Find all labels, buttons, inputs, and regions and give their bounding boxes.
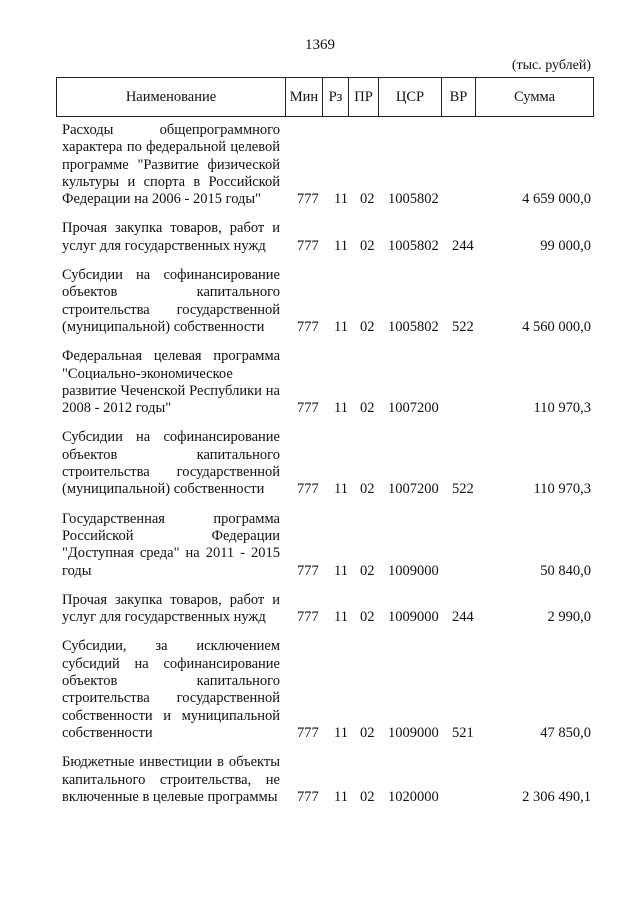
header-csr: ЦСР: [379, 78, 442, 117]
row-min: 777: [297, 318, 319, 335]
row-name: Субсидии на софинансирование объектов капитального строительства государственной (муниципальной) собственности: [62, 267, 280, 335]
table-row: [0, 638, 640, 742]
row-vr: 244: [452, 237, 474, 254]
row-name: Прочая закупка товаров, работ и услуг для государственных нужд: [62, 591, 280, 626]
row-pr: 02: [360, 788, 375, 805]
row-sum: 99 000,0: [540, 237, 591, 254]
header-vr: ВР: [442, 78, 476, 117]
row-vr: 522: [452, 318, 474, 335]
row-csr: 1009000: [388, 562, 439, 579]
row-pr: 02: [360, 318, 375, 335]
row-csr: 1007200: [388, 400, 439, 417]
row-rz: 11: [334, 724, 348, 741]
row-pr: 02: [360, 237, 375, 254]
row-min: 777: [297, 481, 319, 498]
row-rz: 11: [334, 609, 348, 626]
table-body: [0, 122, 640, 806]
row-min: 777: [297, 191, 319, 208]
row-vr: 522: [452, 481, 474, 498]
table-row: [0, 429, 640, 498]
header-sum: Сумма: [476, 78, 594, 117]
table-row: [0, 267, 640, 336]
row-name: Государственная программа Российской Федерации "Доступная среда" на 2011 - 2015 годы: [62, 510, 280, 579]
row-name: Бюджетные инвестиции в объекты капитального строительства, не включенные в целевые программы: [62, 754, 280, 805]
row-pr: 02: [360, 400, 375, 417]
table-row: [0, 220, 640, 255]
row-sum: 2 990,0: [547, 609, 591, 626]
row-min: 777: [297, 724, 319, 741]
header-min: Мин: [286, 78, 323, 117]
row-csr: 1020000: [388, 788, 439, 805]
row-csr: 1005802: [388, 237, 439, 254]
row-min: 777: [297, 609, 319, 626]
row-min: 777: [297, 562, 319, 579]
header-rz: Рз: [323, 78, 349, 117]
row-csr: 1007200: [388, 481, 439, 498]
row-pr: 02: [360, 562, 375, 579]
units-label: (тыс. рублей): [511, 58, 591, 73]
header-pr: ПР: [349, 78, 379, 117]
row-csr: 1005802: [388, 191, 439, 208]
table-header: [56, 77, 594, 117]
table-row: [0, 592, 640, 627]
row-min: 777: [297, 237, 319, 254]
row-csr: 1009000: [388, 609, 439, 626]
row-sum: 4 560 000,0: [522, 318, 591, 335]
row-sum: 50 840,0: [540, 562, 591, 579]
row-pr: 02: [360, 724, 375, 741]
row-sum: 4 659 000,0: [522, 191, 591, 208]
page-number: 1369: [305, 37, 335, 53]
row-min: 777: [297, 400, 319, 417]
row-rz: 11: [334, 318, 348, 335]
table-row: [0, 754, 640, 806]
row-rz: 11: [334, 191, 348, 208]
row-name: Расходы общепрограммного характера по федеральной целевой программе "Развитие физической культуры и спорта в Российской Федерации на 2006 - 2015 годы": [62, 122, 280, 208]
row-rz: 11: [334, 562, 348, 579]
row-name: Федеральная целевая программа "Социально-экономическое развитие Чеченской Республики на 2008 - 2012 годы": [62, 348, 280, 417]
row-name: Прочая закупка товаров, работ и услуг для государственных нужд: [62, 220, 280, 254]
row-pr: 02: [360, 191, 375, 208]
row-sum: 110 970,3: [533, 481, 591, 498]
row-rz: 11: [334, 237, 348, 254]
row-vr: 521: [452, 724, 474, 741]
table-row: [0, 122, 640, 208]
header-name: Наименование: [57, 78, 286, 117]
row-rz: 11: [334, 788, 348, 805]
row-sum: 2 306 490,1: [522, 788, 591, 805]
row-name: Субсидии, за исключением субсидий на софинансирование объектов капитального строительства государственной собственности и муниципальной собственности: [62, 638, 280, 741]
table-row: [0, 511, 640, 580]
row-rz: 11: [334, 481, 348, 498]
row-pr: 02: [360, 481, 375, 498]
row-csr: 1009000: [388, 724, 439, 741]
row-vr: 244: [452, 609, 474, 626]
row-sum: 110 970,3: [533, 400, 591, 417]
table-row: [0, 348, 640, 417]
row-rz: 11: [334, 400, 348, 417]
row-csr: 1005802: [388, 318, 439, 335]
row-min: 777: [297, 788, 319, 805]
row-sum: 47 850,0: [540, 724, 591, 741]
row-pr: 02: [360, 609, 375, 626]
row-name: Субсидии на софинансирование объектов капитального строительства государственной (муниципальной) собственности: [62, 429, 280, 498]
